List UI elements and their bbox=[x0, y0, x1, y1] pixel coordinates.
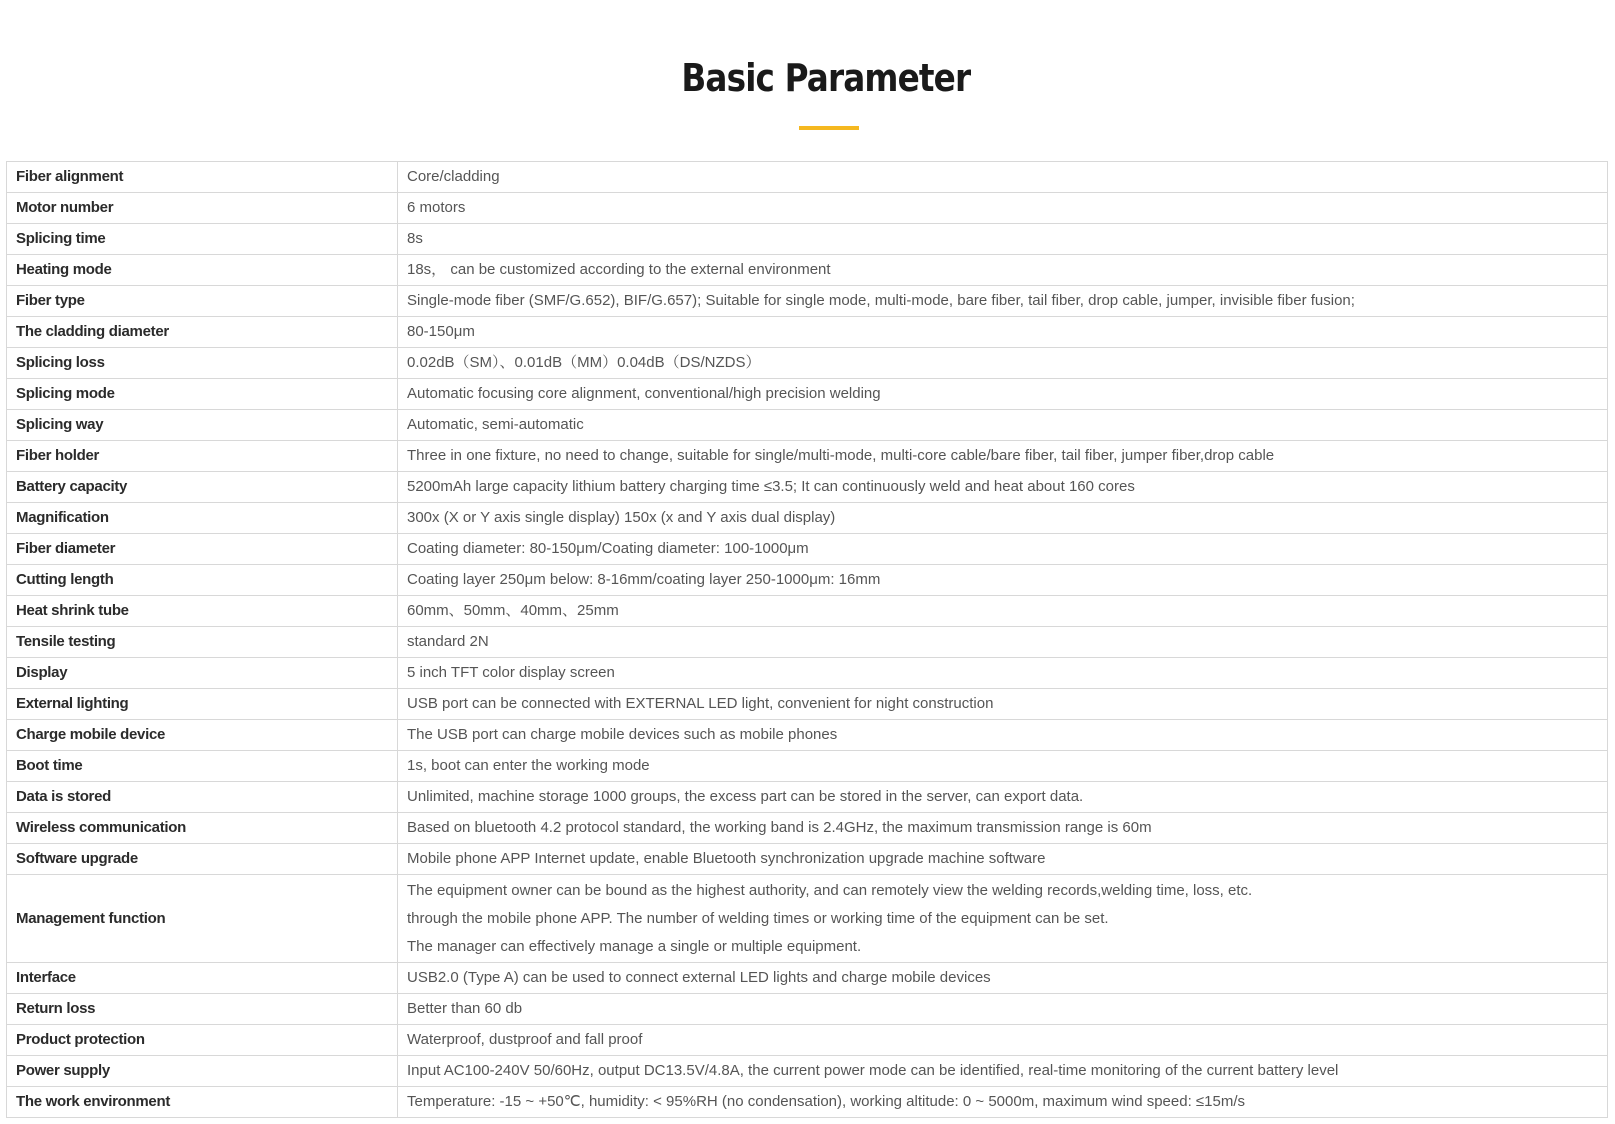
parameter-value: Core/cladding bbox=[398, 162, 1608, 193]
table-row bbox=[7, 596, 1608, 627]
table-row bbox=[7, 193, 1608, 224]
parameter-name: Fiber alignment bbox=[7, 162, 398, 193]
parameter-name: Magnification bbox=[7, 503, 398, 534]
parameter-value: 5200mAh large capacity lithium battery charging time ≤3.5; It can continuously weld and heat about 160 cores bbox=[398, 472, 1608, 503]
parameter-name: Fiber type bbox=[7, 286, 398, 317]
parameter-name: Tensile testing bbox=[7, 627, 398, 658]
table-row bbox=[7, 472, 1608, 503]
table-row bbox=[7, 410, 1608, 441]
parameter-value: 60mm、50mm、40mm、25mm bbox=[398, 596, 1608, 627]
table-row bbox=[7, 348, 1608, 379]
parameter-name: The cladding diameter bbox=[7, 317, 398, 348]
parameter-value: Single-mode fiber (SMF/G.652), BIF/G.657); Suitable for single mode, multi-mode, bare fiber, tail fiber, drop cable, jumper, invisible fiber fusion; bbox=[398, 286, 1608, 317]
parameter-value: Mobile phone APP Internet update, enable Bluetooth synchronization upgrade machine software bbox=[398, 844, 1608, 875]
table-row bbox=[7, 658, 1608, 689]
table-row bbox=[7, 994, 1608, 1025]
parameter-table bbox=[6, 161, 1608, 1118]
parameter-value: 8s bbox=[398, 224, 1608, 255]
parameter-value: 1s, boot can enter the working mode bbox=[398, 751, 1608, 782]
parameter-value: USB2.0 (Type A) can be used to connect external LED lights and charge mobile devices bbox=[398, 963, 1608, 994]
parameter-value: Automatic focusing core alignment, conventional/high precision welding bbox=[398, 379, 1608, 410]
parameter-value: 80-150μm bbox=[398, 317, 1608, 348]
parameter-value: Based on bluetooth 4.2 protocol standard, the working band is 2.4GHz, the maximum transmission range is 60m bbox=[398, 813, 1608, 844]
parameter-name: Interface bbox=[7, 963, 398, 994]
parameter-value: 0.02dB（SM）、0.01dB（MM）0.04dB（DS/NZDS） bbox=[398, 348, 1608, 379]
parameter-value: Waterproof, dustproof and fall proof bbox=[398, 1025, 1608, 1056]
table-row bbox=[7, 565, 1608, 596]
parameter-table-body bbox=[7, 162, 1608, 1118]
parameter-value: Temperature: -15 ~ +50℃, humidity: < 95%RH (no condensation), working altitude: 0 ~ 5000m, maximum wind speed: ≤15m/s bbox=[398, 1087, 1608, 1118]
parameter-value: USB port can be connected with EXTERNAL LED light, convenient for night construction bbox=[398, 689, 1608, 720]
parameter-name: Software upgrade bbox=[7, 844, 398, 875]
parameter-value: Three in one fixture, no need to change, suitable for single/multi-mode, multi-core cable/bare fiber, tail fiber, jumper fiber,drop cable bbox=[398, 441, 1608, 472]
table-row bbox=[7, 751, 1608, 782]
parameter-name: Charge mobile device bbox=[7, 720, 398, 751]
parameter-value: Unlimited, machine storage 1000 groups, the excess part can be stored in the server, can export data. bbox=[398, 782, 1608, 813]
page-title: Basic Parameter bbox=[681, 56, 971, 100]
parameter-value-line: The manager can effectively manage a single or multiple equipment. bbox=[407, 937, 862, 955]
parameter-value: Better than 60 db bbox=[398, 994, 1608, 1025]
parameter-value: standard 2N bbox=[398, 627, 1608, 658]
parameter-name: Fiber diameter bbox=[7, 534, 398, 565]
parameter-name: Return loss bbox=[7, 994, 398, 1025]
parameter-value-line: The equipment owner can be bound as the highest authority, and can remotely view the welding records,welding time, loss, etc. bbox=[407, 881, 1253, 899]
parameter-name: Cutting length bbox=[7, 565, 398, 596]
parameter-name: Display bbox=[7, 658, 398, 689]
table-row bbox=[7, 875, 1608, 963]
table-row bbox=[7, 224, 1608, 255]
parameter-name: The work environment bbox=[7, 1087, 398, 1118]
parameter-name: Data is stored bbox=[7, 782, 398, 813]
parameter-name: Splicing way bbox=[7, 410, 398, 441]
table-row bbox=[7, 963, 1608, 994]
parameter-name: Splicing mode bbox=[7, 379, 398, 410]
table-row bbox=[7, 1056, 1608, 1087]
parameter-name: Heat shrink tube bbox=[7, 596, 398, 627]
table-row bbox=[7, 627, 1608, 658]
table-row bbox=[7, 255, 1608, 286]
table-row bbox=[7, 534, 1608, 565]
parameter-value: Input AC100-240V 50/60Hz, output DC13.5V/4.8A, the current power mode can be identified, real-time monitoring of the current battery level bbox=[398, 1056, 1608, 1087]
parameter-value: 6 motors bbox=[398, 193, 1608, 224]
table-row bbox=[7, 1087, 1608, 1118]
parameter-name: Fiber holder bbox=[7, 441, 398, 472]
table-row bbox=[7, 813, 1608, 844]
table-row bbox=[7, 689, 1608, 720]
parameter-value: Coating diameter: 80-150μm/Coating diameter: 100-1000μm bbox=[398, 534, 1608, 565]
parameter-name: Management function bbox=[7, 875, 398, 963]
parameter-name: Product protection bbox=[7, 1025, 398, 1056]
parameter-name: Splicing loss bbox=[7, 348, 398, 379]
parameter-value: 5 inch TFT color display screen bbox=[398, 658, 1608, 689]
parameter-value-line: through the mobile phone APP. The number of welding times or working time of the equipment can be set. bbox=[407, 909, 1109, 927]
parameter-value: Coating layer 250μm below: 8-16mm/coating layer 250-1000μm: 16mm bbox=[398, 565, 1608, 596]
table-row bbox=[7, 162, 1608, 193]
table-row bbox=[7, 441, 1608, 472]
table-row bbox=[7, 379, 1608, 410]
parameter-name: Battery capacity bbox=[7, 472, 398, 503]
table-row bbox=[7, 720, 1608, 751]
table-row bbox=[7, 782, 1608, 813]
parameter-name: Power supply bbox=[7, 1056, 398, 1087]
table-row bbox=[7, 1025, 1608, 1056]
parameter-value bbox=[398, 875, 1608, 963]
parameter-value: The USB port can charge mobile devices such as mobile phones bbox=[398, 720, 1608, 751]
parameter-value: 300x (X or Y axis single display) 150x (x and Y axis dual display) bbox=[398, 503, 1608, 534]
parameter-name: Boot time bbox=[7, 751, 398, 782]
title-underline bbox=[799, 126, 859, 130]
parameter-value: Automatic, semi-automatic bbox=[398, 410, 1608, 441]
parameter-name: Heating mode bbox=[7, 255, 398, 286]
table-row bbox=[7, 503, 1608, 534]
parameter-name: Motor number bbox=[7, 193, 398, 224]
table-row bbox=[7, 844, 1608, 875]
parameter-value: 18s， can be customized according to the external environment bbox=[398, 255, 1608, 286]
parameter-name: Wireless communication bbox=[7, 813, 398, 844]
parameter-name: External lighting bbox=[7, 689, 398, 720]
table-row bbox=[7, 317, 1608, 348]
parameter-name: Splicing time bbox=[7, 224, 398, 255]
table-row bbox=[7, 286, 1608, 317]
